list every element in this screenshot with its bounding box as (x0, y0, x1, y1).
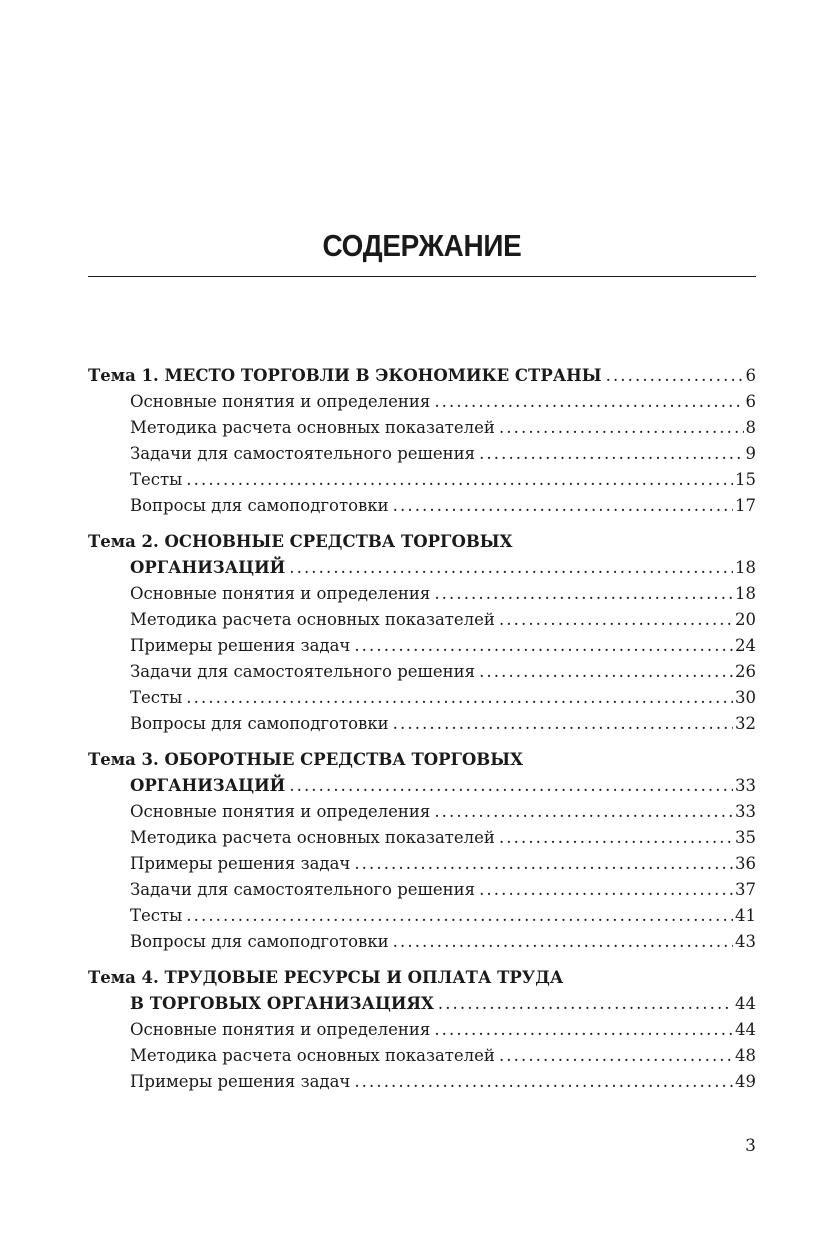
toc-entry-page: 43 (735, 932, 756, 951)
toc-entry-page: 32 (735, 714, 756, 733)
toc-entry[interactable] (88, 685, 756, 711)
dot-leader (434, 581, 733, 607)
toc-entry-label: Методика расчета основных показателей (130, 1046, 495, 1065)
toc-entry-page: 36 (735, 854, 756, 873)
toc-entry-label: Основные понятия и определения (130, 392, 431, 411)
toc-entry-page: 35 (735, 828, 756, 847)
toc-entry-label: Примеры решения задач (130, 854, 351, 873)
toc-entry[interactable] (88, 877, 756, 903)
toc-entry-label: ОРГАНИЗАЦИЙ (130, 776, 286, 795)
dot-leader (606, 363, 744, 389)
toc-topic-3 (88, 747, 756, 955)
toc-entry-label: Примеры решения задач (130, 636, 351, 655)
toc-entry[interactable] (88, 851, 756, 877)
toc-entry[interactable] (88, 441, 756, 467)
toc-entry-label: Основные понятия и определения (130, 584, 431, 603)
toc-entry[interactable] (88, 711, 756, 737)
toc-entry-page: 41 (735, 906, 756, 925)
toc-entry[interactable] (88, 1069, 756, 1095)
title-divider (88, 276, 756, 277)
toc-entry-page: 49 (735, 1072, 756, 1091)
dot-leader (479, 877, 733, 903)
toc-entry[interactable] (88, 493, 756, 519)
toc-entry-page: 17 (735, 496, 756, 515)
toc-topic-1 (88, 363, 756, 519)
toc-topic-3-title[interactable] (88, 773, 756, 799)
dot-leader (479, 659, 733, 685)
toc-entry-page: 44 (735, 1020, 756, 1039)
dot-leader (438, 991, 733, 1017)
dot-leader (434, 389, 743, 415)
dot-leader (499, 1043, 733, 1069)
dot-leader (434, 799, 733, 825)
toc-entry[interactable] (88, 903, 756, 929)
toc-topic-3-header[interactable]: Тема 3. ОБОРОТНЫЕ СРЕДСТВА ТОРГОВЫХ (88, 750, 523, 769)
dot-leader (289, 773, 733, 799)
toc-entry-page: 26 (735, 662, 756, 681)
toc-entry[interactable] (88, 929, 756, 955)
dot-leader (186, 685, 733, 711)
toc-entry-label: Тема 1. МЕСТО ТОРГОВЛИ В ЭКОНОМИКЕ СТРАНЫ (88, 366, 602, 385)
toc-entry[interactable] (88, 581, 756, 607)
toc-entry-page: 20 (735, 610, 756, 629)
dot-leader (499, 825, 733, 851)
dot-leader (354, 851, 733, 877)
toc-entry[interactable] (88, 1043, 756, 1069)
toc-entry-label: ОРГАНИЗАЦИЙ (130, 558, 286, 577)
toc-entry-page: 6 (745, 392, 756, 411)
toc-entry-label: Методика расчета основных показателей (130, 610, 495, 629)
dot-leader (479, 441, 743, 467)
toc-entry-label: Вопросы для самоподготовки (130, 496, 389, 515)
toc-entry-page: 18 (735, 558, 756, 577)
toc-entry[interactable] (88, 467, 756, 493)
toc-entry-page: 33 (735, 776, 756, 795)
toc-entry-label: Методика расчета основных показателей (130, 418, 495, 437)
toc-entry-page: 24 (735, 636, 756, 655)
dot-leader (289, 555, 733, 581)
toc-entry-label: Методика расчета основных показателей (130, 828, 495, 847)
toc-entry[interactable] (88, 415, 756, 441)
toc-entry-label: Задачи для самостоятельного решения (130, 880, 476, 899)
toc-topic-2-header[interactable]: Тема 2. ОСНОВНЫЕ СРЕДСТВА ТОРГОВЫХ (88, 532, 513, 551)
toc-topic-2-title[interactable] (88, 555, 756, 581)
toc-entry-page: 44 (735, 994, 756, 1013)
toc-entry-page: 18 (735, 584, 756, 603)
page-number: 3 (745, 1136, 756, 1156)
toc-topic-4-header[interactable]: Тема 4. ТРУДОВЫЕ РЕСУРСЫ И ОПЛАТА ТРУДА (88, 968, 564, 987)
toc-topic-1-title[interactable] (88, 363, 756, 389)
toc-entry-page: 37 (735, 880, 756, 899)
toc-entry[interactable] (88, 633, 756, 659)
toc-entry[interactable] (88, 799, 756, 825)
toc-entry-page: 9 (745, 444, 756, 463)
toc-entry[interactable] (88, 659, 756, 685)
toc-topic-4 (88, 965, 756, 1095)
toc-entry-page: 30 (735, 688, 756, 707)
toc-entry-label: В ТОРГОВЫХ ОРГАНИЗАЦИЯХ (130, 994, 434, 1013)
toc-entry-page: 15 (735, 470, 756, 489)
dot-leader (186, 467, 733, 493)
toc-entry-label: Основные понятия и определения (130, 802, 431, 821)
dot-leader (434, 1017, 733, 1043)
toc-topic-2 (88, 529, 756, 737)
toc-entry[interactable] (88, 825, 756, 851)
dot-leader (393, 493, 733, 519)
toc-entry-label: Вопросы для самоподготовки (130, 714, 389, 733)
toc-entry-page: 48 (735, 1046, 756, 1065)
toc-entry-label: Задачи для самостоятельного решения (130, 662, 476, 681)
toc-entry[interactable] (88, 607, 756, 633)
toc-entry-page: 33 (735, 802, 756, 821)
toc-topic-4-title[interactable] (88, 991, 756, 1017)
toc-entry-page: 6 (745, 366, 756, 385)
toc-entry-label: Задачи для самостоятельного решения (130, 444, 476, 463)
dot-leader (186, 903, 733, 929)
dot-leader (499, 607, 733, 633)
toc-entry-label: Вопросы для самоподготовки (130, 932, 389, 951)
toc-entry-label: Основные понятия и определения (130, 1020, 431, 1039)
dot-leader (354, 633, 733, 659)
table-of-contents (88, 363, 756, 1105)
page-title: СОДЕРЖАНИЕ (322, 228, 522, 263)
toc-entry-label: Примеры решения задач (130, 1072, 351, 1091)
dot-leader (393, 711, 733, 737)
toc-entry-page: 8 (745, 418, 756, 437)
toc-entry[interactable] (88, 1017, 756, 1043)
dot-leader (393, 929, 733, 955)
toc-entry-label: Тесты (130, 688, 183, 707)
dot-leader (499, 415, 744, 441)
dot-leader (354, 1069, 733, 1095)
toc-entry-label: Тесты (130, 906, 183, 925)
toc-entry-label: Тесты (130, 470, 183, 489)
toc-entry[interactable] (88, 389, 756, 415)
